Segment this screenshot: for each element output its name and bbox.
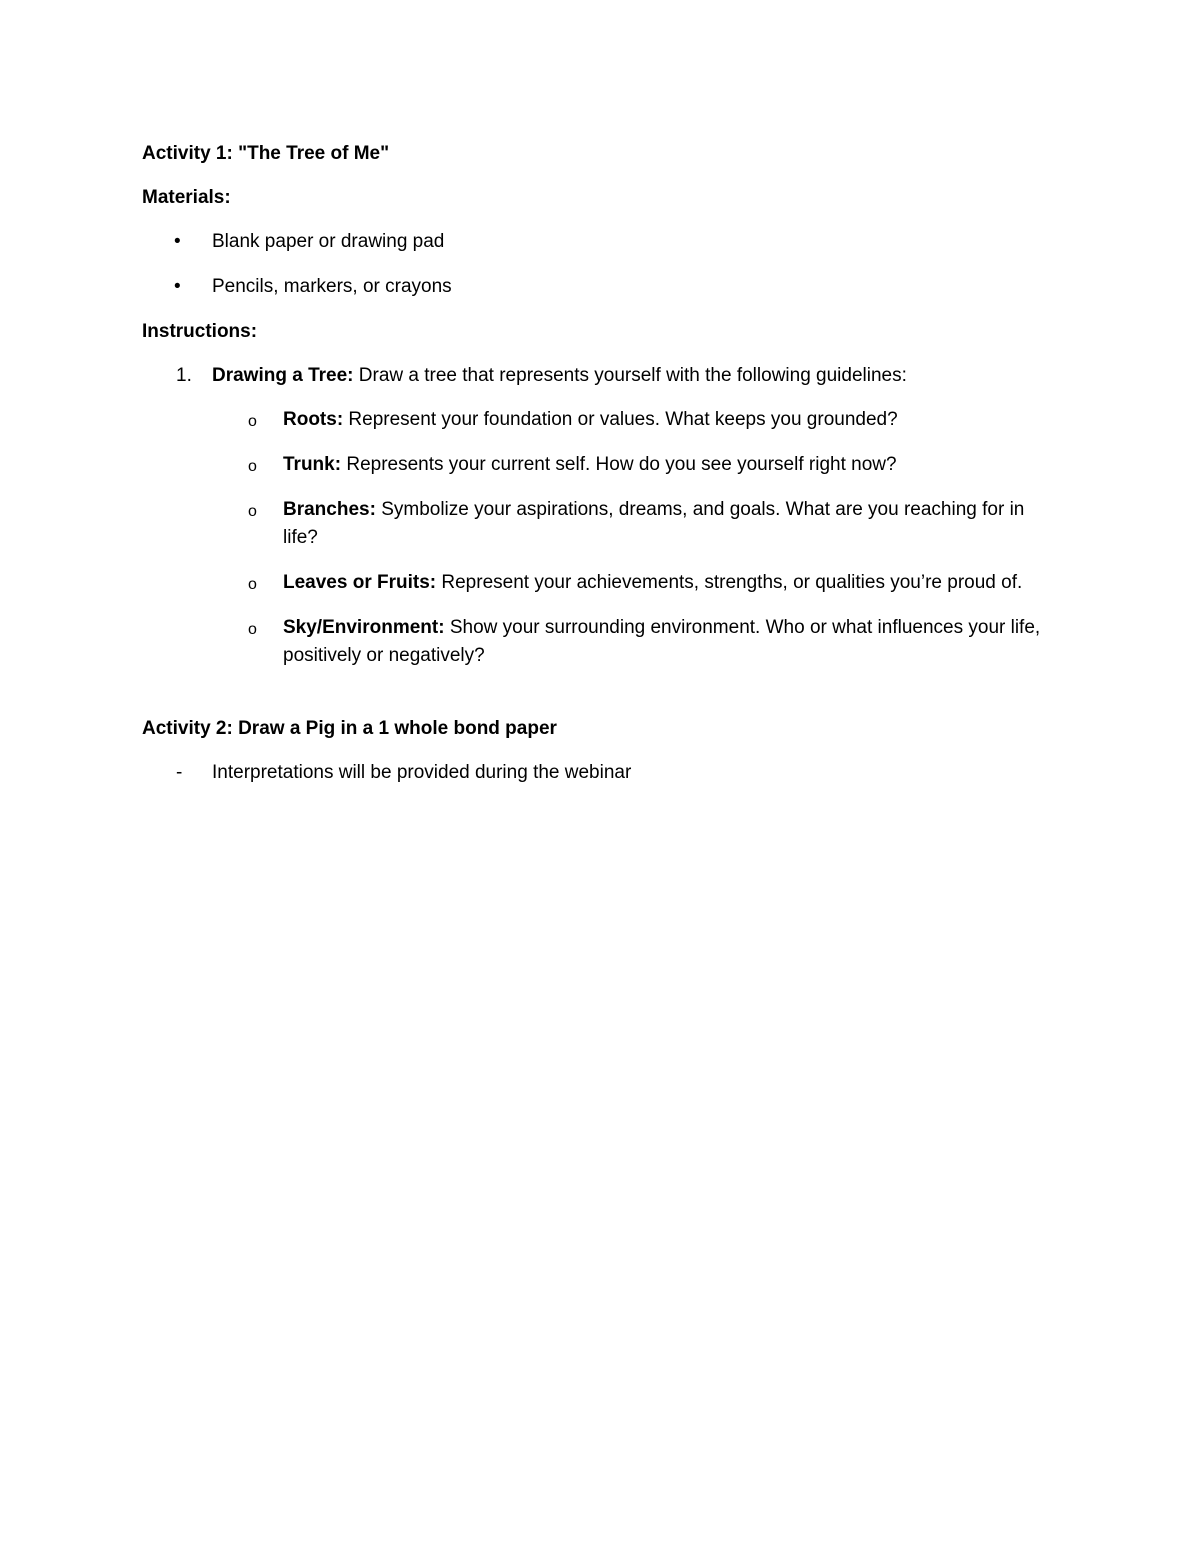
bullet-icon: • — [174, 276, 181, 297]
circle-bullet-icon: o — [248, 576, 257, 593]
list-number: 1. — [176, 365, 192, 386]
bullet-icon: • — [174, 231, 181, 252]
guideline-label: Sky/Environment: — [283, 617, 445, 638]
list-item — [142, 451, 1062, 479]
circle-bullet-icon: o — [248, 413, 257, 430]
guideline-label: Leaves or Fruits: — [283, 572, 437, 593]
guidelines-list — [212, 406, 1062, 670]
list-item — [142, 496, 1062, 552]
circle-bullet-icon: o — [248, 621, 257, 638]
list-item — [142, 614, 1062, 670]
list-item — [142, 406, 1062, 434]
materials-heading: Materials: — [142, 187, 231, 208]
list-item — [142, 759, 1062, 787]
guideline-text: Represents your current self. How do you see yourself right now? — [341, 454, 897, 475]
instruction-label: Drawing a Tree: — [212, 365, 354, 386]
guideline-label: Branches: — [283, 499, 376, 520]
spacer — [142, 687, 1062, 715]
material-text: Pencils, markers, or crayons — [212, 276, 452, 297]
materials-list — [142, 228, 1062, 301]
instructions-heading: Instructions: — [142, 321, 258, 342]
circle-bullet-icon: o — [248, 458, 257, 475]
activity2-title: Activity 2: Draw a Pig in a 1 whole bond paper — [142, 718, 557, 739]
list-item — [142, 569, 1062, 597]
guideline-label: Roots: — [283, 409, 344, 430]
document-content — [142, 140, 1062, 787]
activity1-title: Activity 1: "The Tree of Me" — [142, 143, 390, 164]
instruction-text: Draw a tree that represents yourself with the following guidelines: — [353, 365, 907, 386]
instructions-list — [142, 362, 1062, 670]
guideline-label: Trunk: — [283, 454, 342, 475]
list-item — [142, 273, 1062, 301]
guideline-text: Show your surrounding environment. Who or what influences your life, positively or negatively? — [283, 617, 1041, 666]
guideline-text: Symbolize your aspirations, dreams, and goals. What are you reaching for in life? — [283, 499, 1025, 548]
circle-bullet-icon: o — [248, 503, 257, 520]
dash-icon: - — [176, 762, 183, 783]
guideline-text: Represent your foundation or values. What keeps you grounded? — [343, 409, 898, 430]
guideline-text: Represent your achievements, strengths, or qualities you’re proud of. — [436, 572, 1023, 593]
list-item — [142, 228, 1062, 256]
list-item — [142, 362, 1062, 670]
material-text: Blank paper or drawing pad — [212, 231, 445, 252]
note-text: Interpretations will be provided during the webinar — [212, 762, 632, 783]
activity2-notes-list — [142, 759, 1062, 787]
